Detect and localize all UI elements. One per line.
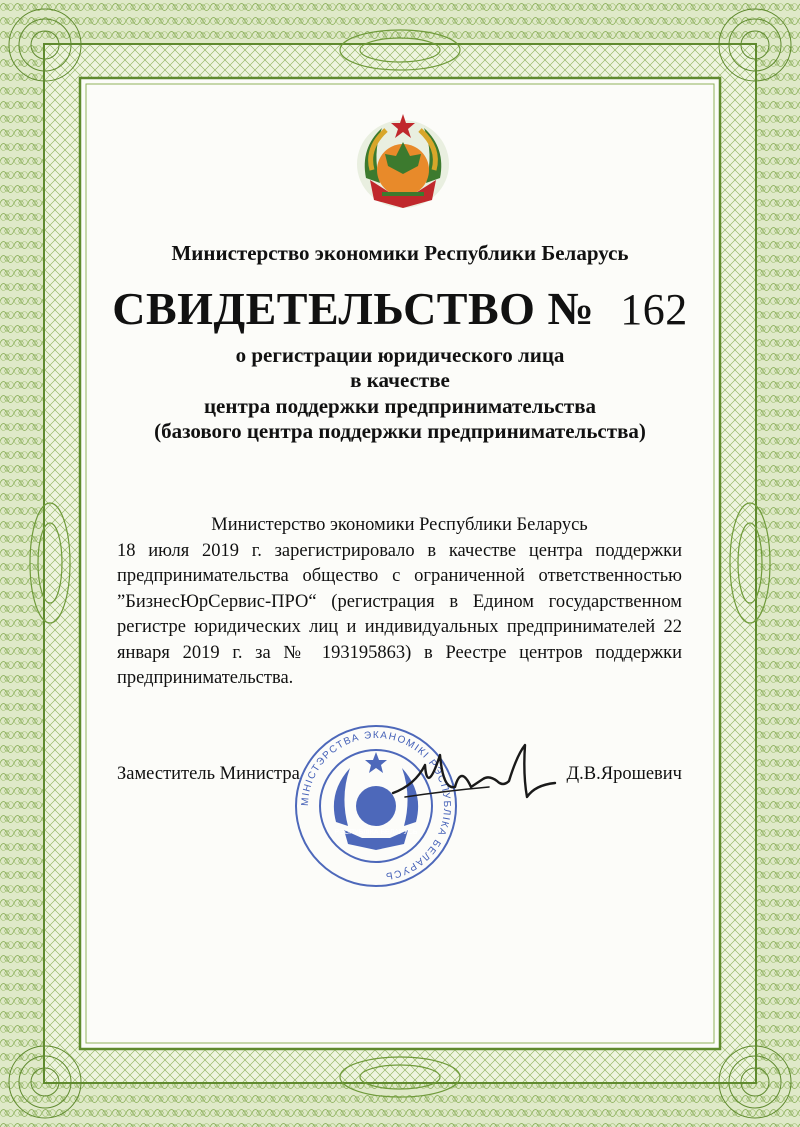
stamp-ribbon-text: РЭСПУБЛIКА БЕЛАРУСЬ bbox=[334, 829, 418, 836]
subtitle-line: (базового центра поддержки предпринимательства) bbox=[154, 419, 646, 443]
subtitle-line: о регистрации юридического лица bbox=[235, 343, 565, 367]
signer-position: Заместитель Министра bbox=[117, 764, 300, 784]
certificate-title bbox=[0, 282, 800, 335]
certificate-number: 162 bbox=[620, 285, 688, 334]
body-first-line: Министерство экономики Республики Беларусь bbox=[211, 515, 588, 535]
title-word: СВИДЕТЕЛЬСТВО bbox=[112, 283, 536, 334]
body-paragraph: 18 июля 2019 г. зарегистрировало в качестве центра поддержки предпринимательства общество с ограниченной ответственностью ”БизнесЮрСервис-ПРО“ (регистрация в Едином государственном регистре юридических лиц и индивидуальных предпринимателей 22 января 2019 г. за № 193195863) в Реестре центров поддержки предпринимательства. bbox=[117, 540, 682, 688]
issuer-heading: Министерство экономики Республики Беларусь bbox=[171, 241, 629, 265]
number-sign: № bbox=[547, 283, 595, 334]
certificate-body bbox=[117, 513, 682, 692]
subtitle-line: центра поддержки предпринимательства bbox=[203, 394, 597, 418]
subtitle-line: в качестве bbox=[350, 368, 450, 392]
stamp-ring-text: МIНIСТЭРСТВА ЭКАНОМIКI РЭСПУБЛIКА БЕЛАРУСЬ bbox=[299, 729, 453, 882]
coat-of-arms-emblem bbox=[352, 108, 454, 212]
handwritten-signature bbox=[385, 735, 565, 815]
signer-name: Д.В.Ярошевич bbox=[566, 764, 682, 784]
